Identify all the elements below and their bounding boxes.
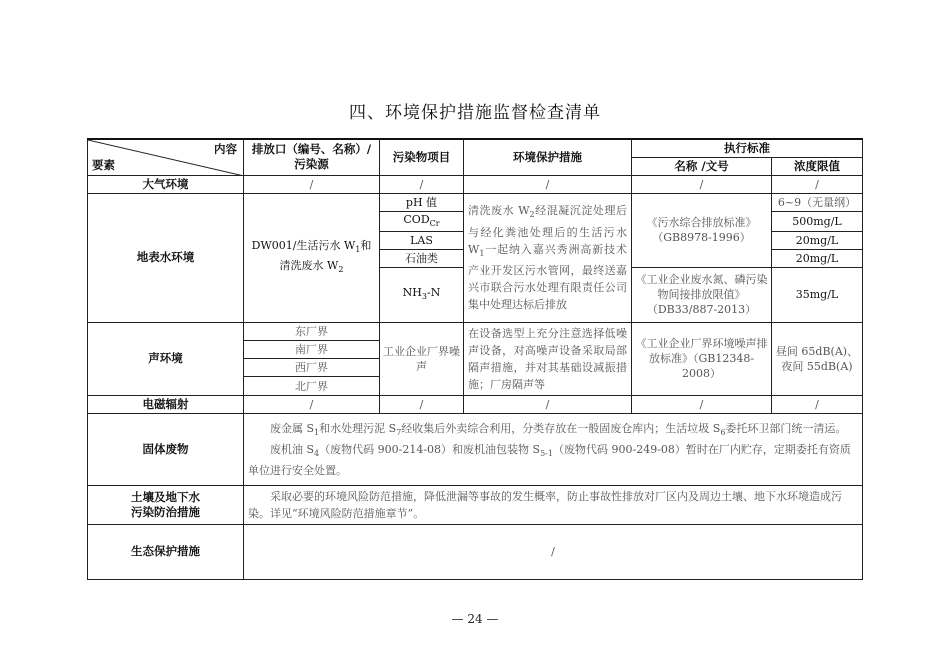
row-water — [88, 193, 863, 211]
header-std-name: 名称 /文号 — [632, 157, 772, 175]
header-element-label: 要素 — [92, 157, 115, 172]
soil-text: 采取必要的环境风险防范措施，降低泄漏等事故的发生概率，防止事故性排放对厂区内及周边土壤、地下水环境造成污染。详见“环境风险防范措施章节”。 — [244, 485, 863, 524]
noise-b4: 北厂界 — [244, 377, 380, 395]
solid-text: 废金属 $S_1$和水处理污泥 $S_7$经收集后外卖综合利用，分类存放在一般固废仓库内；生活垃圾 $S_6$委托环卫部门统一清运。 废机油 $S_4$（废物代码 900-214-08）和废机油包装物 $S_{5-1}$（废物代码 900-249-08）暂时在厂内贮存，定期委托有资质单位进行安全处置。 — [244, 413, 863, 485]
header-outlet: 排放口（编号、名称）/污染源 — [244, 139, 380, 175]
inspection-table — [87, 138, 863, 580]
row-soil — [88, 485, 863, 524]
row-solid — [88, 413, 863, 485]
emr-c2: / — [380, 395, 464, 413]
water-p5: $NH_3-N$ — [380, 267, 464, 322]
noise-b2: 南厂界 — [244, 340, 380, 358]
water-std2: 《工业企业废水氮、磷污染物间接排放限值》（DB33/887-2013） — [632, 267, 772, 322]
air-c3: / — [464, 175, 632, 193]
header-measures: 环境保护措施 — [464, 139, 632, 175]
water-outlet: DW001/生活污水 $W_1$和清洗废水 $W_2$ — [244, 193, 380, 322]
air-name: 大气环境 — [88, 175, 244, 193]
noise-b1: 东厂界 — [244, 322, 380, 340]
water-l1: 6~9（无量纲） — [772, 193, 863, 211]
row-air — [88, 175, 863, 193]
noise-std: 《工业企业厂界环境噪声排放标准》（GB12348-2008） — [632, 322, 772, 395]
header-content-label: 内容 — [214, 142, 237, 156]
emr-c5: / — [772, 395, 863, 413]
noise-pollutant: 工业企业厂界噪声 — [380, 322, 464, 395]
water-l3: 20mg/L — [772, 231, 863, 249]
row-noise — [88, 322, 863, 340]
emr-c3: / — [464, 395, 632, 413]
header-standard: 执行标准 — [632, 139, 863, 157]
noise-b3: 西厂界 — [244, 359, 380, 377]
page-title: 四、环境保护措施监督检查清单 — [349, 103, 601, 123]
air-c5: / — [772, 175, 863, 193]
water-measure: 清洗废水 $W_2$经混凝沉淀处理后与经化粪池处理后的生活污水 $W_1$一起纳入嘉兴秀洲高新技术产业开发区污水管网，最终送嘉兴市联合污水处理有限责任公司集中处理达标后排放 — [464, 193, 632, 322]
air-c1: / — [244, 175, 380, 193]
header-diagonal-cell — [88, 139, 244, 175]
solid-name: 固体废物 — [88, 413, 244, 485]
water-std1: 《污水综合排放标准》（GB8978-1996） — [632, 193, 772, 267]
water-p1: pH 值 — [380, 193, 464, 211]
eco-value: / — [244, 524, 863, 579]
header-pollutant: 污染物项目 — [380, 139, 464, 175]
noise-limit: 昼间 65dB(A)、 夜间 55dB(A) — [772, 322, 863, 395]
eco-name: 生态保护措施 — [88, 524, 244, 579]
water-p2: $COD_{Cr}$ — [380, 211, 464, 231]
air-c4: / — [632, 175, 772, 193]
emr-name: 电磁辐射 — [88, 395, 244, 413]
water-name: 地表水环境 — [88, 193, 244, 322]
emr-c1: / — [244, 395, 380, 413]
water-l2: 500mg/L — [772, 211, 863, 231]
water-p4: 石油类 — [380, 249, 464, 267]
emr-c4: / — [632, 395, 772, 413]
header-std-limit: 浓度限值 — [772, 157, 863, 175]
water-p3: LAS — [380, 231, 464, 249]
soil-name: 土壤及地下水 污染防治措施 — [88, 485, 244, 524]
page-number: — 24 — — [451, 612, 499, 626]
row-eco — [88, 524, 863, 579]
noise-name: 声环境 — [88, 322, 244, 395]
air-c2: / — [380, 175, 464, 193]
water-l4: 20mg/L — [772, 249, 863, 267]
noise-measure: 在设备选型上充分注意选择低噪声设备，对高噪声设备采取局部隔声措施，并对其基础设减振措施；厂房隔声等 — [464, 322, 632, 395]
row-emr — [88, 395, 863, 413]
water-l5: 35mg/L — [772, 267, 863, 322]
